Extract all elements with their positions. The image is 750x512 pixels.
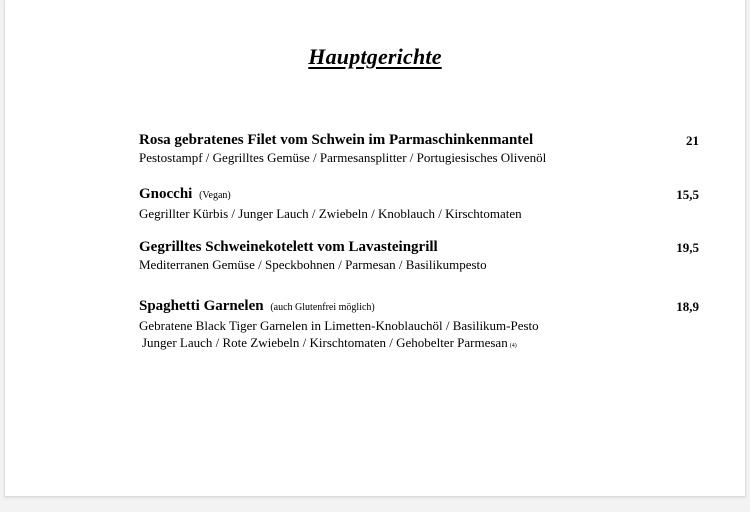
dish-description: Mediterranen Gemüse / Speckbohnen / Parmesan / Basilikumpesto: [139, 257, 487, 272]
dish-price: 19,5: [676, 240, 699, 255]
dish-name: Spaghetti Garnelen: [139, 298, 264, 314]
dish-price: 15,5: [676, 187, 699, 202]
menu-item: [139, 131, 699, 166]
dish-price: 18,9: [676, 299, 699, 314]
dish-description: Gebratene Black Tiger Garnelen in Limetten-Knoblauchöl / Basilikum-Pesto: [139, 318, 539, 333]
dish-name-line: [139, 297, 699, 317]
dish-name: Rosa gebratenes Filet vom Schwein im Parmaschinkenmantel: [139, 132, 534, 148]
dish-name: Gegrilltes Schweinekotelett vom Lavasteingrill: [139, 239, 438, 255]
dish-name-line: [139, 131, 699, 149]
dish-description: Pestostampf / Gegrilltes Gemüse / Parmesansplitter / Portugiesisches Olivenöl: [139, 150, 547, 165]
dish-name-line: [139, 185, 699, 205]
menu-page: [4, 0, 746, 497]
dish-note: (Vegan): [199, 190, 231, 201]
dish-description-line-2: [139, 334, 699, 355]
page-title: Hauptgerichte: [308, 44, 442, 69]
dish-description-text: Junger Lauch / Rote Zwiebeln / Kirschtomaten / Gehobelter Parmesan: [142, 335, 508, 350]
dish-name: Gnocchi: [139, 186, 193, 202]
dish-note: (auch Glutenfrei möglich): [270, 302, 375, 313]
dish-name-line: [139, 238, 699, 256]
menu-item: [139, 185, 699, 222]
dish-description: Gegrillter Kürbis / Junger Lauch / Zwiebeln / Knoblauch / Kirschtomaten: [139, 206, 522, 221]
allergen-marker: (4): [509, 343, 517, 349]
menu-item: [139, 297, 699, 355]
menu-item: [139, 238, 699, 273]
dish-price: 21: [686, 133, 699, 148]
